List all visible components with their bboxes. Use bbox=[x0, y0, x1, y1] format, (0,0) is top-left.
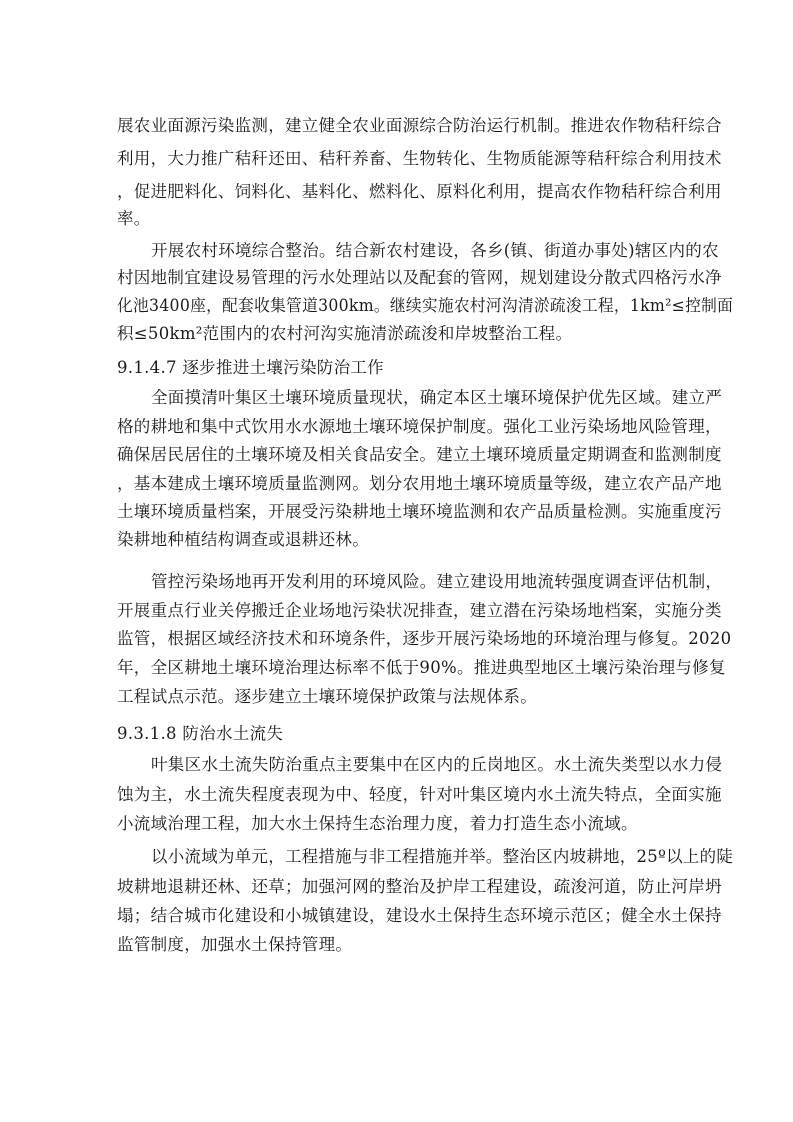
paragraph-6-line: 塌；结合城市化建设和小城镇建设，建设水土保持生态环境示范区；健全水土保持 bbox=[117, 906, 722, 925]
section-heading: 9.1.4.7 逐步推进土壤污染防治工作 bbox=[117, 358, 384, 377]
paragraph-5-line: 小流域治理工程，加大水土保持生态治理力度，着力打造生态小流域。 bbox=[117, 814, 638, 833]
section-heading: 9.3.1.8 防治水土流失 bbox=[117, 724, 284, 743]
paragraph-3-line: 全面摸清叶集区土壤环境质量现状，确定本区土壤环境保护优先区域。建立严 bbox=[151, 388, 723, 407]
paragraph-2-line: 村因地制宜建设易管理的污水处理站以及配套的管网，规划建设分散式四格污水净 bbox=[117, 268, 722, 287]
paragraph-1-line: ，促进肥料化、饲料化、基料化、燃料化、原料化利用，提高农作物秸秆综合利用 bbox=[117, 182, 722, 201]
paragraph-1-line: 展农业面源污染监测，建立健全农业面源综合防治运行机制。推进农作物秸秆综合 bbox=[117, 116, 722, 135]
paragraph-3-line: 土壤环境质量档案，开展受污染耕地土壤环境监测和农产品质量检测。实施重度污 bbox=[117, 502, 722, 521]
paragraph-6-line: 监管制度，加强水土保持管理。 bbox=[117, 935, 353, 954]
paragraph-2-line: 积≤50km²范围内的农村河沟实施清淤疏浚和岸坡整治工程。 bbox=[117, 324, 573, 343]
paragraph-6-line: 以小流域为单元，工程措施与非工程措施并举。整治区内坡耕地，25º以上的陡 bbox=[151, 847, 734, 866]
paragraph-2-line: 化池3400座，配套收集管道300km。继续实施农村河沟清淤疏浚工程，1km²≤控制面 bbox=[117, 296, 734, 315]
paragraph-6-line: 坡耕地退耕还林、还草；加强河网的整治及护岸工程建设，疏浚河道，防止河岸坍 bbox=[117, 877, 722, 896]
paragraph-2-line: 开展农村环境综合整治。结合新农村建设，各乡(镇、街道办事处)辖区内的农 bbox=[151, 241, 719, 260]
paragraph-4-line: 监管，根据区域经济技术和环境条件，逐步开展污染场地的环境治理与修复。2020 bbox=[117, 629, 732, 648]
paragraph-5-line: 蚀为主，水土流失程度表现为中、轻度，针对叶集区境内水土流失特点，全面实施 bbox=[117, 785, 722, 804]
paragraph-1-line: 利用，大力推广秸秆还田、秸秆养畜、生物转化、生物质能源等秸秆综合利用技术 bbox=[117, 149, 722, 168]
paragraph-3-line: 确保居民居住的土壤环境及相关食品安全。建立土壤环境质量定期调查和监测制度 bbox=[117, 445, 722, 464]
paragraph-1-line: 率。 bbox=[117, 209, 151, 228]
paragraph-3-line: ，基本建成土壤环境质量监测网。划分农用地土壤环境质量等级，建立农产品产地 bbox=[117, 474, 722, 493]
paragraph-4-line: 工程试点示范。逐步建立土壤环境保护政策与法规体系。 bbox=[117, 687, 537, 706]
paragraph-3-line: 格的耕地和集中式饮用水水源地土壤环境保护制度。强化工业污染场地风险管理， bbox=[117, 417, 722, 436]
paragraph-3-line: 染耕地种植结构调查或退耕还林。 bbox=[117, 530, 369, 549]
paragraph-4-line: 开展重点行业关停搬迁企业场地污染状况排查，建立潜在污染场地档案，实施分类 bbox=[117, 601, 722, 620]
paragraph-4-line: 管控污染场地再开发利用的环境风险。建立建设用地流转强度调查评估机制， bbox=[151, 572, 723, 591]
paragraph-5-line: 叶集区水土流失防治重点主要集中在区内的丘岗地区。水土流失类型以水力侵 bbox=[151, 755, 723, 774]
paragraph-4-line: 年，全区耕地土壤环境治理达标率不低于90%。推进典型地区土壤污染治理与修复 bbox=[117, 658, 726, 677]
